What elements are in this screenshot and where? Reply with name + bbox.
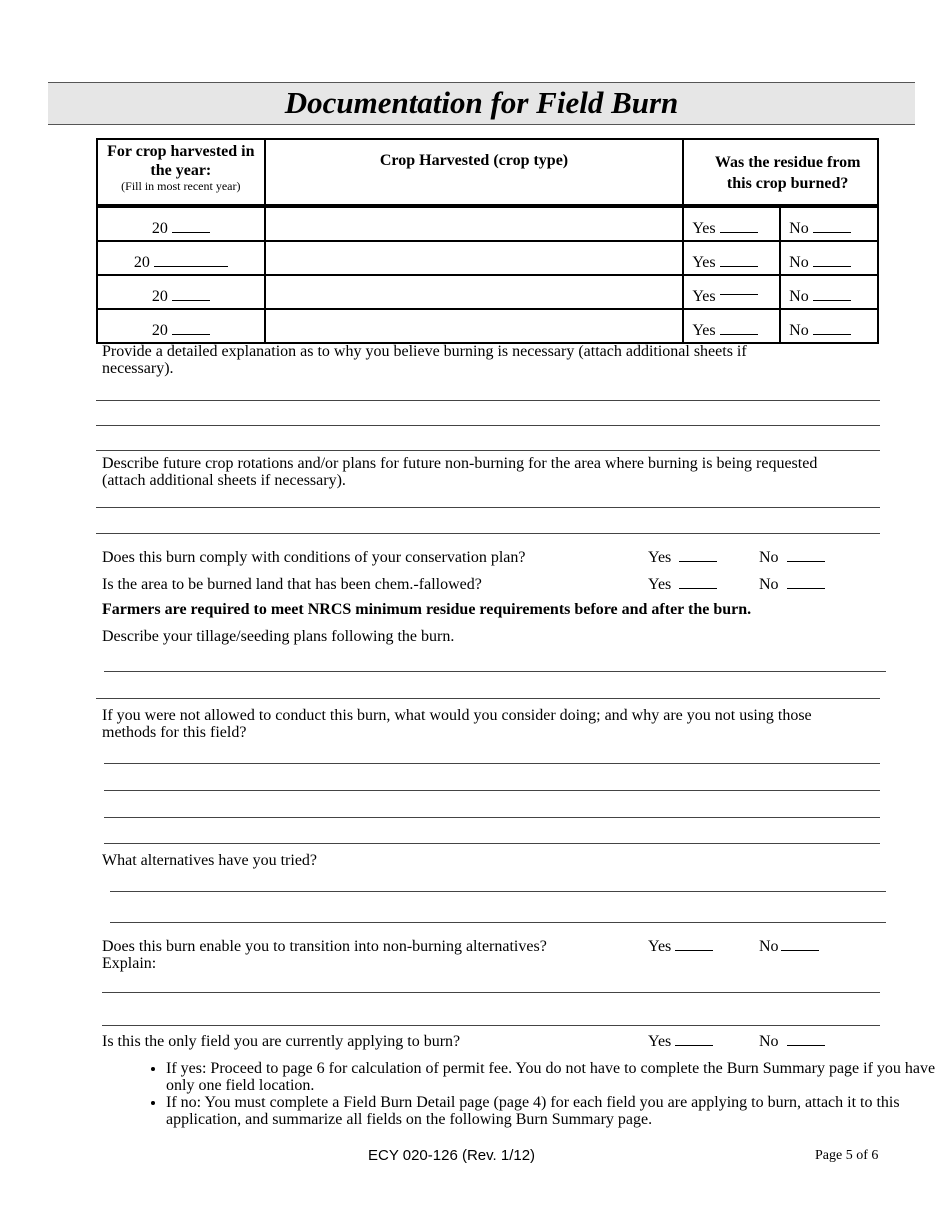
not-allowed-question: If you were not allowed to conduct this burn, what would you consider doing; and why are you not using those methods for this field?: [102, 707, 812, 741]
answer-line[interactable]: [110, 891, 886, 892]
answer-line[interactable]: [102, 1025, 880, 1026]
chem-fallowed-question: Is the area to be burned land that has been chem.-fallowed?: [102, 576, 482, 593]
transition-yes[interactable]: Yes: [648, 938, 713, 955]
yes-cell[interactable]: Yes: [683, 206, 780, 241]
list-item: • If yes: Proceed to page 6 for calculation of permit fee. You do not have to complete the Burn Summary page if you have only one field location.: [166, 1060, 936, 1094]
crop-cell[interactable]: [265, 309, 684, 343]
answer-line[interactable]: [110, 922, 886, 923]
page-title: Documentation for Field Burn: [284, 85, 679, 120]
answer-line[interactable]: [102, 992, 880, 993]
crop-cell[interactable]: [265, 275, 684, 309]
conservation-yes[interactable]: Yes: [648, 549, 717, 566]
conservation-question: Does this burn comply with conditions of your conservation plan?: [102, 549, 526, 566]
answer-line[interactable]: [96, 450, 880, 451]
only-field-yes[interactable]: Yes: [648, 1033, 713, 1050]
answer-line[interactable]: [104, 790, 880, 791]
burned-header: Was the residue from this crop burned?: [683, 139, 878, 206]
answer-line[interactable]: [104, 671, 886, 672]
yes-cell[interactable]: Yes: [683, 275, 780, 309]
year-cell[interactable]: 20: [97, 309, 265, 343]
transition-no[interactable]: No: [759, 938, 819, 955]
table-row: [97, 275, 878, 309]
crop-cell[interactable]: [265, 241, 684, 275]
answer-line[interactable]: [96, 698, 880, 699]
crop-history-table: [96, 138, 879, 344]
table-row: [97, 241, 878, 275]
crop-cell[interactable]: [265, 206, 684, 241]
answer-line[interactable]: [96, 400, 880, 401]
no-cell[interactable]: No: [780, 241, 878, 275]
explanation-question: Provide a detailed explanation as to why you believe burning is necessary (attach additional sheets if necessary).: [102, 343, 747, 377]
answer-line[interactable]: [96, 533, 880, 534]
year-header-title: For crop harvested in the year:: [107, 143, 255, 179]
year-cell[interactable]: 20: [97, 206, 265, 241]
alternatives-question: What alternatives have you tried?: [102, 852, 318, 869]
instructions-list: [130, 1060, 936, 1128]
year-header: [97, 139, 265, 206]
answer-line[interactable]: [104, 843, 880, 844]
nrcs-notice: Farmers are required to meet NRCS minimum residue requirements before and after the burn.: [102, 601, 752, 618]
only-field-question: Is this the only field you are currently applying to burn?: [102, 1033, 461, 1050]
yes-cell[interactable]: Yes: [683, 309, 780, 343]
table-header-row: [97, 139, 878, 206]
page-number: Page 5 of 6: [815, 1148, 879, 1163]
no-cell[interactable]: No: [780, 309, 878, 343]
year-header-note: (Fill in most recent year): [121, 179, 241, 193]
transition-question: Does this burn enable you to transition into non-burning alternatives?: [102, 938, 547, 955]
form-id: ECY 020-126 (Rev. 1/12): [368, 1147, 536, 1164]
yes-cell[interactable]: Yes: [683, 241, 780, 275]
explain-label: Explain:: [102, 955, 157, 972]
no-cell[interactable]: No: [780, 206, 878, 241]
answer-line[interactable]: [104, 817, 880, 818]
chem-fallowed-yes[interactable]: Yes: [648, 576, 717, 593]
table-row: [97, 206, 878, 241]
tillage-question: Describe your tillage/seeding plans following the burn.: [102, 628, 455, 645]
year-cell[interactable]: 20: [97, 275, 265, 309]
answer-line[interactable]: [96, 425, 880, 426]
crop-header: Crop Harvested (crop type): [265, 139, 684, 206]
conservation-no[interactable]: No: [759, 549, 825, 566]
no-cell[interactable]: No: [780, 275, 878, 309]
answer-line[interactable]: [104, 763, 880, 764]
answer-line[interactable]: [96, 507, 880, 508]
future-rotations-question: Describe future crop rotations and/or plans for future non-burning for the area where burning is being requested (attach additional sheets if necessary).: [102, 455, 818, 489]
chem-fallowed-no[interactable]: No: [759, 576, 825, 593]
only-field-no[interactable]: No: [759, 1033, 825, 1050]
table-row: [97, 309, 878, 343]
year-cell[interactable]: 20: [97, 241, 265, 275]
list-item: • If no: You must complete a Field Burn Detail page (page 4) for each field you are applying to burn, attach it to this application, and summarize all fields on the following Burn Summary page.: [166, 1094, 936, 1128]
